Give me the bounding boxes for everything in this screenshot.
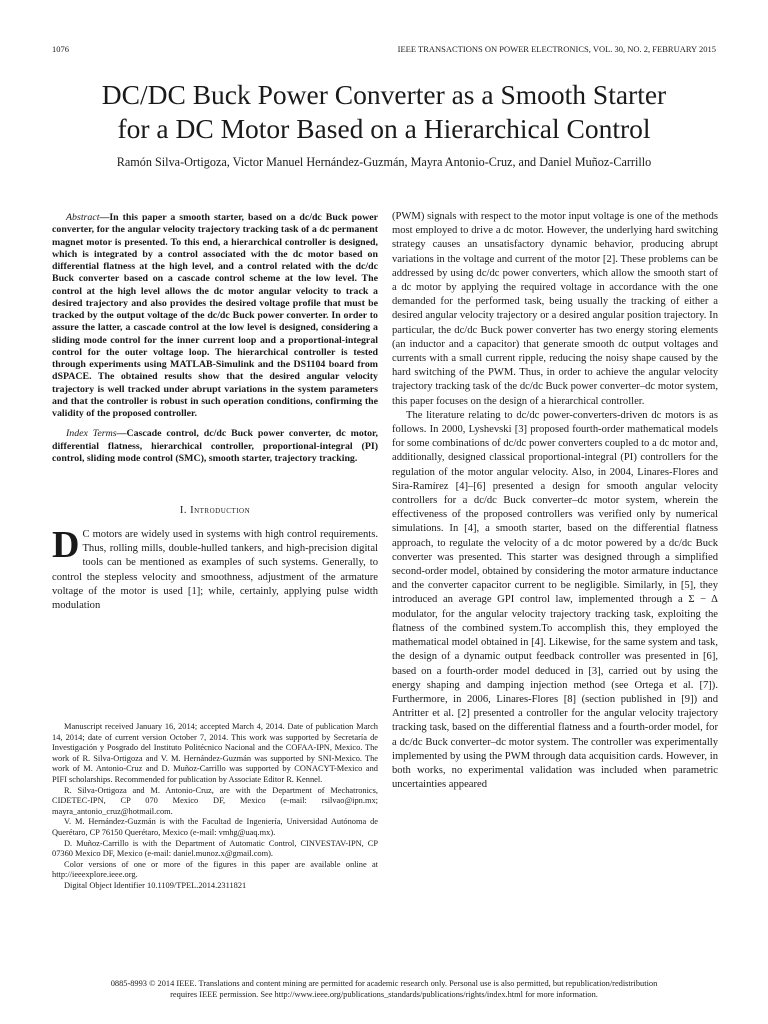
right-paragraph-1: (PWM) signals with respect to the motor input voltage is one of the methods most employed to drive a dc motor. However, the underlying hard switching strategy causes an unsatisfactory dynamic behavior, producing abrupt variations in the voltage and current of the motor [2]. These problems can be addressed by using dc/dc power converters, which allow the smooth start of a dc motor by applying the required voltage in accordance with the one demanded for the performed task, being usually the tracking of either a desired angular velocity trajectory or a desired angular position trajectory. In particular, the dc/dc Buck power converter has two energy storing elements (an inductor and a capacitor) that generate smooth dc output voltages and currents with a small current ripple, reducing the noisy shape caused by the hard switching of the PWM. Thus, in order to achieve the angular velocity trajectory tracking task of the dc/dc Buck power converter–dc motor system, this paper focuses on the design of a hierarchical controller. (392, 211, 718, 407)
footnote-color: Color versions of one or more of the figures in this paper are available online at http://ieeexplore.ieee.org. (52, 859, 378, 880)
intro-text: C motors are widely used in systems with high control requirements. Thus, rolling mills, double-hulled tankers, and high-precision digital tools can be mentioned as examples of such systems. Generally, to control the stepless velocity and smoothness, adjustment of the armature voltage of the motor is used [1]; while, certainly, applying pulse width modulation (52, 529, 378, 612)
section-heading (52, 505, 378, 516)
right-paragraph-2: The literature relating to dc/dc power-converters-driven dc motors is as follows. In 2000, Lyshevski [3] proposed fourth-order mathematical models for some combinations of dc/dc power converters coupled to a dc motor and, additionally, designed classical proportional-integral (PI) controllers for the regulation of the motor angular velocity. Also, in 2004, Linares-Flores and Sira-Ramírez [4]–[6] presented a design for smooth angular velocity controllers for a dc/dc Buck converter–dc motor system, wherein the effectiveness of the proposed controllers was verified only by numerical simulations. In [4], a smooth starter, based on the differential flatness approach, to regulate the velocity of a dc motor powered by a dc/dc Buck converter was presented. This starter was designed through a simplified second-order model, obtained by considering the motor armature inductance and the converter capacitor current to be negligible. Similarly, in [5], they introduced an average GPI control law, implemented through a Σ − Δ modulator, for the angular velocity trajectory tracking task, exploiting the flatness of the combined system.To accomplish this, they employed the mathematical model obtained in [4]. Likewise, for the same system and task, the design of a dynamic output feedback controller was presented in [6], based on a fourth-order model deduced in [3], carried out by using the energy shaping and damping injection method (see Ortega et al. [7]). Furthermore, in 2006, Linares-Flores [8] (section published in [9]) and Antritter et al. [2] presented a controller for the angular velocity trajectory tracking task, based on the differential flatness and a fourth-order model, for a dc/dc Buck converter–dc motor system. The controller was experimentally implemented by using the PWM through data acquisition cards. However, in both works, no experimental validation was included when parametric uncertainties appeared (392, 409, 718, 791)
copyright-line-2: requires IEEE permission. See http://www.ieee.org/publications_standards/publications/rights/index.html for more information. (170, 990, 598, 999)
abstract (52, 212, 378, 420)
copyright-notice (40, 978, 728, 1000)
footnote-affiliation-1: R. Silva-Ortigoza and M. Antonio-Cruz, are with the Department of Mechatronics, CIDETEC-IPN, CP 070 Mexico DF, Mexico (e-mail: rsilvao@ipn.mx; mayra_antonio_cruz@hotmail.com. (52, 785, 378, 816)
index-terms-lead: Index Terms (66, 428, 117, 440)
footnote-manuscript: Manuscript received January 16, 2014; accepted March 4, 2014. Date of publication March 14, 2014; date of current version October 7, 2014. This work was supported by Secretaría de Investigación y Posgrado del Instituto Politécnico Nacional and the COFAA-IPN, Mexico. The work of R. Silva-Ortigoza and V. M. Hernández-Guzmán was supported by SNI-Mexico. The work of M. Antonio-Cruz and D. Muñoz-Carrillo was supported by CONACYT-Mexico and PIFI scholarships. Recommended for publication by Associate Editor R. Kennel. (52, 722, 378, 784)
copyright-line-1: 0885-8993 © 2014 IEEE. Translations and content mining are permitted for academic research only. Personal use is also permitted, but republication/redistribution (110, 979, 658, 988)
journal-header: IEEE TRANSACTIONS ON POWER ELECTRONICS, VOL. 30, NO. 2, FEBRUARY 2015 (397, 44, 716, 54)
footnotes (52, 722, 378, 892)
abstract-lead: Abstract (66, 212, 100, 223)
section-title: Introduction (190, 505, 251, 516)
index-terms (52, 428, 378, 465)
drop-cap: D (52, 524, 80, 566)
title-line-1: DC/DC Buck Power Converter as a Smooth Starter (101, 79, 667, 110)
title-line-2: for a DC Motor Based on a Hierarchical Control (117, 113, 651, 144)
right-column (392, 210, 718, 792)
intro-paragraph (52, 524, 378, 613)
author-list: Ramón Silva-Ortigoza, Victor Manuel Hernández-Guzmán, Mayra Antonio-Cruz, and Daniel Muñoz-Carrillo (116, 155, 652, 169)
page-number: 1076 (52, 44, 69, 54)
paper-title (40, 78, 728, 146)
abstract-text: —In this paper a smooth starter, based on a dc/dc Buck power converter, for the angular velocity trajectory tracking task of a dc permanent magnet motor is presented. To this end, a hierarchical controller is designed, which is integrated by a control associated with the dc motor based on differential flatness at the high level, and a control related with the dc/dc Buck converter based on a cascade control scheme at the low level. The control at the high level allows the dc motor angular velocity to track a desired trajectory and also provides the desired voltage profile that must be tracked by the output voltage of the dc/dc Buck power converter. In order to assure the latter, a cascade control at the low level is designed, considering a sliding mode control for the inner current loop and a proportional-integral control for the outer voltage loop. The hierarchical controller is tested through experiments using MATLAB-Simulink and the DS1104 board from dSPACE. The obtained results show that the desired angular velocity trajectory is well tracked under abrupt variations in the system parameters and that the controller is robust in such operation conditions, confirming the validity of the proposed controller. (52, 212, 378, 419)
footnote-affiliation-3: D. Muñoz-Carrillo is with the Department of Automatic Control, CINVESTAV-IPN, CP 07360 Mexico DF, Mexico (e-mail: daniel.munoz.x@gmail.com). (52, 838, 378, 859)
left-column (52, 212, 378, 613)
section-number: I. (179, 505, 187, 516)
footnote-doi: Digital Object Identifier 10.1109/TPEL.2014.2311821 (64, 880, 247, 890)
footnote-affiliation-2: V. M. Hernández-Guzmán is with the Facultad de Ingeniería, Universidad Autónoma de Querétaro, CP 76150 Querétaro, Mexico (e-mail: vmhg@uaq.mx). (52, 817, 378, 837)
index-terms-text: —Cascade control, dc/dc Buck power converter, dc motor, differential flatness, hierarchical controller, proportional-integral (PI) control, sliding mode control (SMC), smooth starter, trajectory tracking. (52, 428, 378, 464)
